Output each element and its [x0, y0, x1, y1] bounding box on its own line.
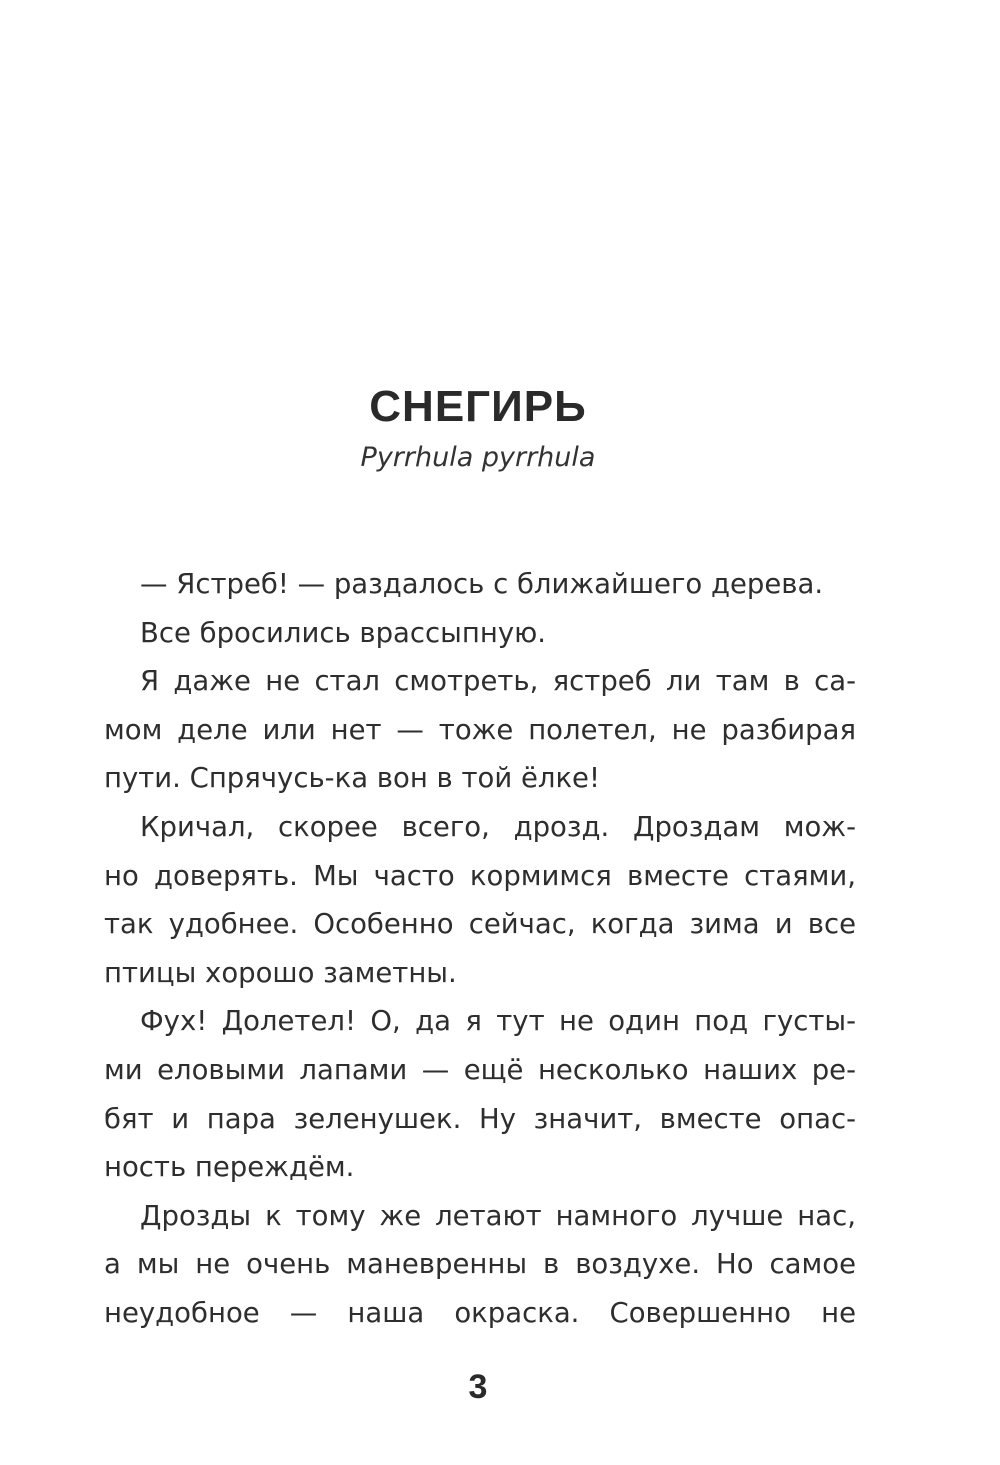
- text-line: бят и пара зеленушек. Ну значит, вместе опас-: [104, 1102, 856, 1135]
- text-line: Дрозды к тому же летают намного лучше нас,: [140, 1199, 856, 1232]
- text-line: Фух! Долетел! О, да я тут не один под густы-: [140, 1005, 856, 1038]
- page-number: 3: [468, 1368, 488, 1406]
- text-line: неудобное — наша окраска. Совершенно не: [104, 1296, 856, 1329]
- text-line: так удобнее. Особенно сейчас, когда зима и все: [104, 908, 856, 941]
- chapter-title: СНЕГИРЬ: [369, 382, 587, 431]
- text-line: — Ястреб! — раздалось с ближайшего дерева.: [140, 568, 824, 600]
- text-line: а мы не очень маневренны в воздухе. Но самое: [104, 1248, 856, 1281]
- latin-name: Pyrrhula pyrrhula: [360, 442, 596, 473]
- text-line: Я даже не стал смотреть, ястреб ли там в са-: [140, 665, 856, 698]
- text-line: Все бросились врассыпную.: [140, 616, 546, 649]
- body-text: [104, 560, 856, 1338]
- text-line: ность переждём.: [104, 1151, 355, 1184]
- text-line: Кричал, скорее всего, дрозд. Дроздам мож-: [140, 810, 856, 843]
- text-line: пути. Спрячусь-ка вон в той ёлке!: [104, 762, 600, 795]
- text-line: птицы хорошо заметны.: [104, 956, 457, 989]
- text-line: ми еловыми лапами — ещё несколько наших ре-: [104, 1053, 856, 1086]
- text-line: мом деле или нет — тоже полетел, не разбирая: [104, 713, 856, 746]
- text-line: но доверять. Мы часто кормимся вместе стаями,: [104, 859, 856, 892]
